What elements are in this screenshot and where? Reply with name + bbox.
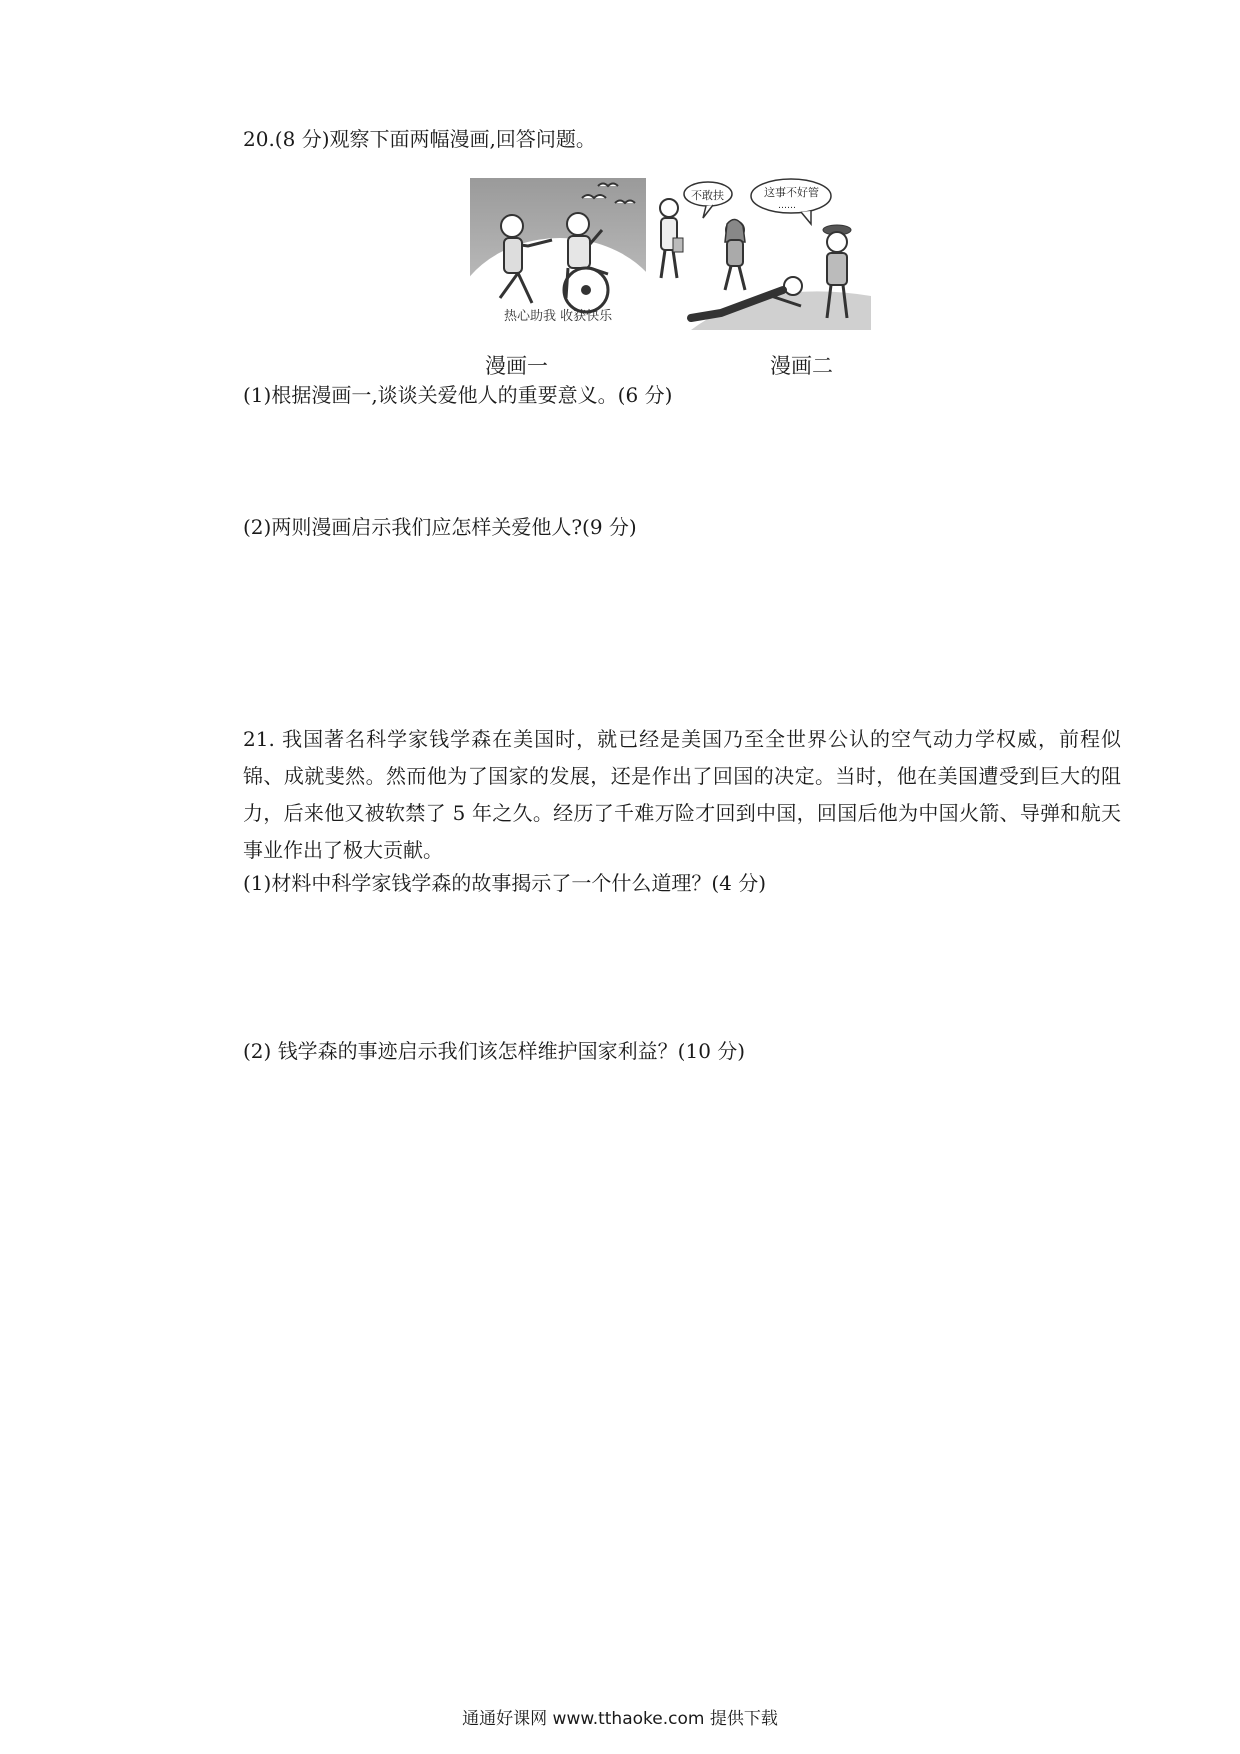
cartoon-two-illustration (651, 178, 871, 330)
speech-bubble-right-dots: …… (778, 201, 796, 211)
question-20-sub-2: (2)两则漫画启示我们应怎样关爱他人?(9 分) (243, 515, 637, 539)
cartoon-one-slogan: 热心助我 收获快乐 (504, 309, 613, 324)
question-20-sub-1: (1)根据漫画一,谈谈关爱他人的重要意义。(6 分) (243, 383, 673, 407)
page-footer: 通通好课网 www.tthaoke.com 提供下载 (462, 1709, 778, 1729)
cartoon-one-image (470, 178, 646, 330)
question-21-sub-1: (1)材料中科学家钱学森的故事揭示了一个什么道理？(4 分) (243, 871, 767, 895)
speech-bubble-right-text: 这事不好管 (764, 186, 819, 199)
cartoon-two-caption: 漫画二 (770, 354, 833, 378)
cartoon-one-caption: 漫画一 (485, 354, 548, 378)
question-21-paragraph: 21. 我国著名科学家钱学森在美国时，就已经是美国乃至全世界公认的空气动力学权威，前程似锦、成就斐然。然而他为了国家的发展，还是作出了回国的决定。当时，他在美国遭受到巨大的阻力，后来他又被软禁了 5 年之久。经历了千难万险才回到中国，回国后他为中国火箭、导弹和航天事业作出了极大贡献。 (243, 727, 1121, 862)
speech-bubble-left-text: 不敢扶 (691, 189, 724, 202)
question-21-sub-2: (2) 钱学森的事迹启示我们该怎样维护国家利益？(10 分) (243, 1039, 746, 1063)
cartoon-one-illustration (470, 178, 646, 330)
question-20-heading: 20.(8 分)观察下面两幅漫画,回答问题。 (243, 127, 596, 151)
cartoon-two-image (651, 178, 871, 330)
